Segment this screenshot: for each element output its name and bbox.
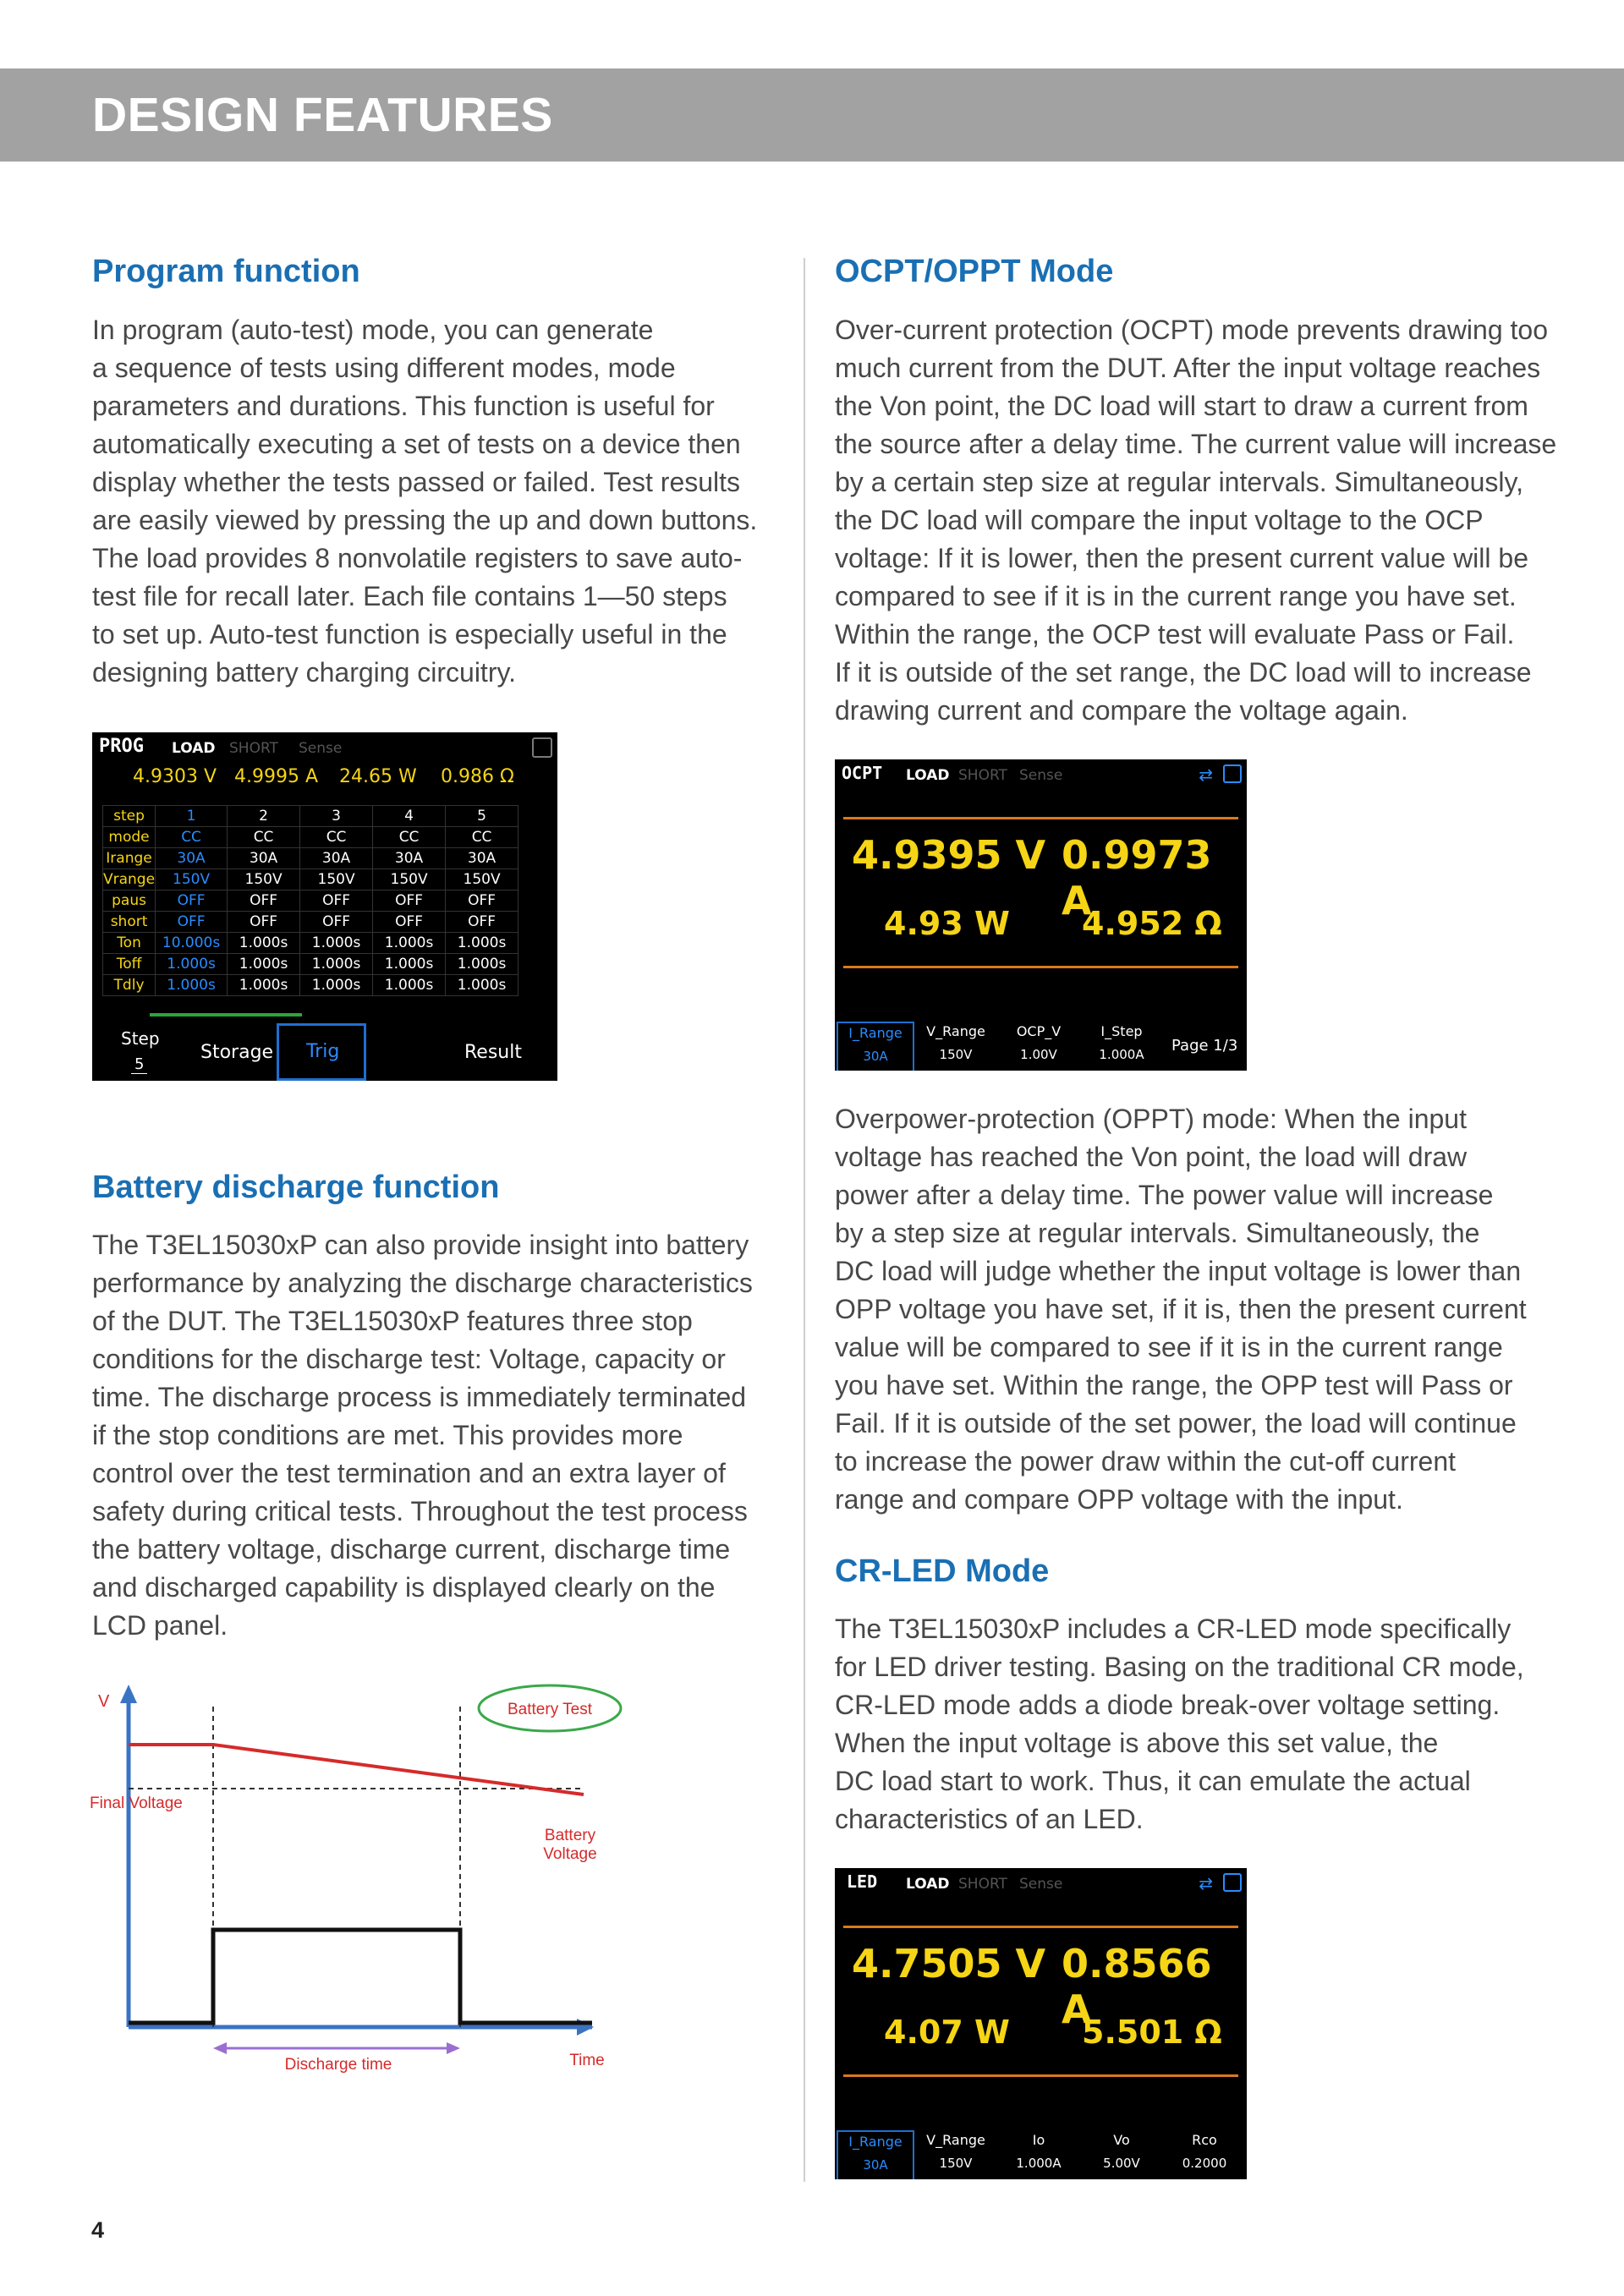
text-line: a sequence of tests using different modes, mode (92, 353, 676, 383)
prog-mode-label: PROG (99, 736, 144, 757)
text-line: time. The discharge process is immediately terminated (92, 1382, 747, 1412)
table-cell: 1.000s (373, 975, 446, 996)
ocpt-bottom-rule (843, 966, 1238, 968)
text-line: In program (auto-test) mode, you can generate (92, 315, 654, 345)
table-cell: OFF (446, 912, 518, 933)
tab-sense: Sense (1019, 1876, 1063, 1893)
prog-readings (92, 766, 557, 795)
program-function-heading: Program function (92, 254, 360, 289)
cr-led-text (835, 1610, 1524, 1838)
table-row (103, 827, 518, 848)
tab-load: LOAD (906, 767, 950, 784)
table-cell: CC (300, 827, 373, 848)
text-line: are easily viewed by pressing the up and down buttons. (92, 505, 758, 535)
text-line: if the stop conditions are met. This provides more (92, 1420, 683, 1450)
led-param-vo[interactable] (1084, 2130, 1160, 2178)
param-label: OCP_V (1016, 1023, 1062, 1039)
softkey-step-value[interactable]: 5 (131, 1055, 147, 1074)
led-voltage: 4.7505 V (852, 1941, 1046, 1986)
page-title: DESIGN FEATURES (92, 88, 553, 142)
text-line: LCD panel. (92, 1610, 228, 1641)
tab-sense: Sense (1019, 767, 1063, 784)
ocpt-resistance: 4.952 Ω (1082, 905, 1222, 942)
prog-tab-bar (92, 732, 557, 761)
table-cell: 150V (446, 869, 518, 890)
table-cell: 1.000s (373, 933, 446, 954)
table-row (103, 933, 518, 954)
text-line: Within the range, the OCP test will evaluate Pass or Fail. (835, 619, 1515, 649)
param-label: I_Step (1100, 1023, 1143, 1039)
table-row-label: mode (103, 827, 156, 848)
text-line: Overpower-protection (OPPT) mode: When the input (835, 1104, 1467, 1134)
prog-power: 24.65 W (339, 766, 417, 787)
text-line: performance by analyzing the discharge characteristics (92, 1268, 753, 1298)
table-cell: 1.000s (156, 954, 228, 975)
text-line: the DC load will compare the input voltage to the OCP (835, 505, 1484, 535)
table-cell: OFF (300, 890, 373, 912)
diagram-battery-voltage-label-1: Battery (544, 1827, 596, 1844)
table-cell: 30A (373, 848, 446, 869)
text-line: The T3EL15030xP can also provide insight into battery (92, 1230, 749, 1260)
text-line: for LED driver testing. Basing on the traditional CR mode, (835, 1652, 1524, 1682)
table-row (103, 806, 518, 827)
text-line: OPP voltage you have set, if it is, then the present current (835, 1294, 1527, 1324)
battery-discharge-text (92, 1226, 753, 1645)
led-param-rco[interactable] (1166, 2130, 1243, 2178)
table-cell: OFF (156, 890, 228, 912)
diagram-time-label: Time (569, 2052, 605, 2069)
table-row-label: short (103, 912, 156, 933)
tab-short: SHORT (958, 767, 1007, 784)
text-line: conditions for the discharge test: Voltage, capacity or (92, 1344, 726, 1374)
oppt-text (835, 1100, 1527, 1519)
text-line: DC load will judge whether the input voltage is lower than (835, 1256, 1522, 1286)
text-line: When the input voltage is above this set value, the (835, 1728, 1439, 1758)
cr-led-heading: CR-LED Mode (835, 1553, 1050, 1589)
param-value: 150V (939, 1047, 973, 1062)
table-row (103, 975, 518, 996)
prog-resistance: 0.986 Ω (441, 766, 514, 787)
text-line: The load provides 8 nonvolatile registers to save auto- (92, 543, 743, 573)
ocpt-bottom-bar (835, 1016, 1247, 1071)
text-line: to set up. Auto-test function is especially useful in the (92, 619, 727, 649)
led-bottom-rule (843, 2074, 1238, 2077)
diagram-v-label: V (98, 1692, 110, 1711)
softkey-step-label[interactable]: Step (121, 1028, 160, 1049)
prog-voltage: 4.9303 V (133, 766, 217, 787)
led-mode-label: LED (847, 1871, 878, 1892)
table-row (103, 869, 518, 890)
led-current: 0.8566 A (1062, 1941, 1212, 2032)
ocpt-power: 4.93 W (884, 905, 1010, 942)
softkey-storage[interactable]: Storage (200, 1042, 274, 1063)
softkey-trig[interactable] (277, 1023, 366, 1081)
table-cell: OFF (300, 912, 373, 933)
softkey-result[interactable]: Result (464, 1042, 522, 1063)
text-line: the source after a delay time. The current value will increase (835, 429, 1557, 459)
table-cell: 1 (156, 806, 228, 827)
table-row-label: Vrange (103, 869, 156, 890)
battery-discharge-diagram (85, 1683, 643, 2080)
table-cell: 1.000s (300, 954, 373, 975)
table-cell: OFF (228, 890, 300, 912)
table-row (103, 912, 518, 933)
table-row-label: Toff (103, 954, 156, 975)
param-label: Vo (1113, 2132, 1130, 2148)
table-row-label: Tdly (103, 975, 156, 996)
led-param-i-range[interactable] (837, 2130, 914, 2179)
diagram-discharge-arrow-right (447, 2042, 460, 2054)
table-cell: OFF (228, 912, 300, 933)
table-cell: 150V (373, 869, 446, 890)
prog-progress-bar (150, 1013, 302, 1016)
ocpt-page-indicator[interactable]: Page 1/3 (1171, 1037, 1238, 1055)
text-line: If it is outside of the set range, the DC load will to increase (835, 657, 1532, 688)
text-line: voltage has reached the Von point, the load will draw (835, 1142, 1468, 1172)
text-line: range and compare OPP voltage with the input. (835, 1484, 1403, 1515)
table-row (103, 848, 518, 869)
column-divider (804, 258, 805, 2182)
param-value: 1.000A (1016, 2156, 1062, 2171)
text-line: and discharged capability is displayed clearly on the (92, 1572, 716, 1603)
table-row-label: paus (103, 890, 156, 912)
param-label: I_Range (848, 1025, 903, 1041)
text-line: by a step size at regular intervals. Simultaneously, the (835, 1218, 1480, 1248)
param-label: V_Range (926, 2132, 985, 2148)
ocpt-tab-bar (835, 759, 1247, 788)
text-line: to increase the power draw within the cut-off current (835, 1446, 1456, 1477)
ocpt-param-ocp-v[interactable] (1001, 1022, 1077, 1069)
tab-short: SHORT (958, 1876, 1007, 1893)
text-line: voltage: If it is lower, then the present current value will be (835, 543, 1528, 573)
table-cell: 4 (373, 806, 446, 827)
text-line: you have set. Within the range, the OPP test will Pass or (835, 1370, 1513, 1400)
led-param-v-range[interactable] (918, 2130, 994, 2178)
network-icon (1223, 764, 1242, 783)
table-cell: 5 (446, 806, 518, 827)
table-row-label: Irange (103, 848, 156, 869)
table-row (103, 890, 518, 912)
text-line: The T3EL15030xP includes a CR-LED mode specifically (835, 1614, 1512, 1644)
param-value: 150V (939, 2156, 973, 2171)
table-cell: 2 (228, 806, 300, 827)
table-cell: 1.000s (228, 954, 300, 975)
diagram-y-arrow (120, 1685, 137, 1703)
table-cell: OFF (373, 912, 446, 933)
table-cell: 10.000s (156, 933, 228, 954)
param-value: 0.2000 (1182, 2156, 1227, 2171)
table-cell: CC (373, 827, 446, 848)
param-value: 1.00V (1020, 1047, 1057, 1062)
text-line: display whether the tests passed or failed. Test results (92, 467, 741, 497)
table-cell: 1.000s (373, 954, 446, 975)
table-cell: 1.000s (300, 975, 373, 996)
diagram-discharge-pulse (129, 1930, 592, 2023)
param-label: I_Range (848, 2134, 903, 2150)
led-top-rule (843, 1926, 1238, 1928)
led-screen (835, 1868, 1247, 2179)
table-cell: 1.000s (446, 954, 518, 975)
text-line: CR-LED mode adds a diode break-over voltage setting. (835, 1690, 1501, 1720)
table-cell: OFF (446, 890, 518, 912)
text-line: power after a delay time. The power value will increase (835, 1180, 1494, 1210)
ocpt-mode-label: OCPT (842, 763, 883, 783)
diagram-battery-voltage-label-2: Voltage (543, 1845, 597, 1863)
ocpt-oppt-heading: OCPT/OPPT Mode (835, 254, 1114, 289)
table-cell: OFF (156, 912, 228, 933)
text-line: parameters and durations. This function is useful for (92, 391, 715, 421)
tab-sense: Sense (299, 740, 343, 757)
text-line: drawing current and compare the voltage again. (835, 695, 1408, 726)
tab-load: LOAD (172, 740, 216, 757)
diagram-battery-test-label: Battery Test (508, 1701, 592, 1718)
text-line: safety during critical tests. Throughout the test process (92, 1496, 748, 1526)
text-line: the battery voltage, discharge current, discharge time (92, 1534, 731, 1564)
usb-icon: ⇄ (1199, 1873, 1213, 1893)
text-line: DC load start to work. Thus, it can emulate the actual (835, 1766, 1471, 1796)
text-line: Over-current protection (OCPT) mode prevents drawing too (835, 315, 1548, 345)
text-line: the Von point, the DC load will start to draw a current from (835, 391, 1528, 421)
header-banner (0, 68, 1624, 162)
diagram-discharge-time-label: Discharge time (284, 2056, 392, 2074)
param-value: 30A (863, 2157, 888, 2173)
table-cell: CC (446, 827, 518, 848)
table-cell: 30A (300, 848, 373, 869)
led-tab-bar (835, 1868, 1247, 1897)
text-line: characteristics of an LED. (835, 1804, 1144, 1834)
table-cell: 1.000s (156, 975, 228, 996)
table-cell: CC (156, 827, 228, 848)
tab-load: LOAD (906, 1876, 950, 1893)
table-cell: OFF (373, 890, 446, 912)
diagram-discharge-arrow-left (213, 2042, 227, 2054)
param-label: Io (1032, 2132, 1045, 2148)
diagram-battery-voltage-line (129, 1745, 584, 1795)
text-line: test file for recall later. Each file contains 1—50 steps (92, 581, 727, 611)
param-value: 5.00V (1103, 2156, 1140, 2171)
tab-short: SHORT (229, 740, 278, 757)
ocpt-current: 0.9973 A (1062, 832, 1212, 923)
ocpt-text (835, 311, 1556, 730)
ocpt-param-i-range[interactable] (837, 1022, 914, 1071)
table-cell: 150V (300, 869, 373, 890)
table-cell: 1.000s (300, 933, 373, 954)
table-cell: 1.000s (446, 975, 518, 996)
table-row (103, 954, 518, 975)
param-label: Rco (1192, 2132, 1217, 2148)
text-line: compared to see if it is in the current range you have set. (835, 581, 1517, 611)
table-cell: CC (228, 827, 300, 848)
table-cell: 1.000s (446, 933, 518, 954)
diagram-final-voltage-label: Final Voltage (90, 1795, 183, 1812)
network-icon (532, 737, 552, 758)
param-label: V_Range (926, 1023, 985, 1039)
table-cell: 150V (228, 869, 300, 890)
param-value: 1.000A (1099, 1047, 1144, 1062)
prog-step-table (102, 805, 518, 996)
text-line: designing battery charging circuitry. (92, 657, 516, 688)
page-number: 4 (91, 2217, 105, 2243)
ocpt-top-rule (843, 817, 1238, 819)
led-resistance: 5.501 Ω (1082, 2014, 1222, 2051)
text-line: by a certain step size at regular intervals. Simultaneously, (835, 467, 1524, 497)
ocpt-param-i-step[interactable] (1084, 1022, 1160, 1069)
table-row-label: Ton (103, 933, 156, 954)
ocpt-voltage: 4.9395 V (852, 832, 1046, 878)
text-line: Fail. If it is outside of the set power, the load will continue (835, 1408, 1517, 1438)
table-cell: 30A (228, 848, 300, 869)
table-cell: 1.000s (228, 933, 300, 954)
table-cell: 3 (300, 806, 373, 827)
ocpt-screen (835, 759, 1247, 1071)
led-bottom-bar (835, 2125, 1247, 2179)
usb-icon: ⇄ (1199, 764, 1213, 785)
led-param-io[interactable] (1001, 2130, 1077, 2178)
table-cell: 30A (446, 848, 518, 869)
network-icon (1223, 1873, 1242, 1892)
table-cell: 150V (156, 869, 228, 890)
table-row-label: step (103, 806, 156, 827)
table-cell: 30A (156, 848, 228, 869)
text-line: value will be compared to see if it is in the current range (835, 1332, 1503, 1362)
softkey-trig-label: Trig (306, 1041, 340, 1062)
text-line: much current from the DUT. After the input voltage reaches (835, 353, 1541, 383)
led-power: 4.07 W (884, 2014, 1010, 2051)
text-line: automatically executing a set of tests on a device then (92, 429, 741, 459)
text-line: control over the test termination and an extra layer of (92, 1458, 726, 1488)
program-function-text (92, 311, 757, 692)
param-value: 30A (863, 1049, 888, 1064)
prog-current: 4.9995 A (234, 766, 319, 787)
table-cell: 1.000s (228, 975, 300, 996)
text-line: of the DUT. The T3EL15030xP features three stop (92, 1306, 693, 1336)
prog-screen (92, 732, 557, 1081)
battery-discharge-heading: Battery discharge function (92, 1170, 500, 1205)
ocpt-param-v-range[interactable] (918, 1022, 994, 1069)
